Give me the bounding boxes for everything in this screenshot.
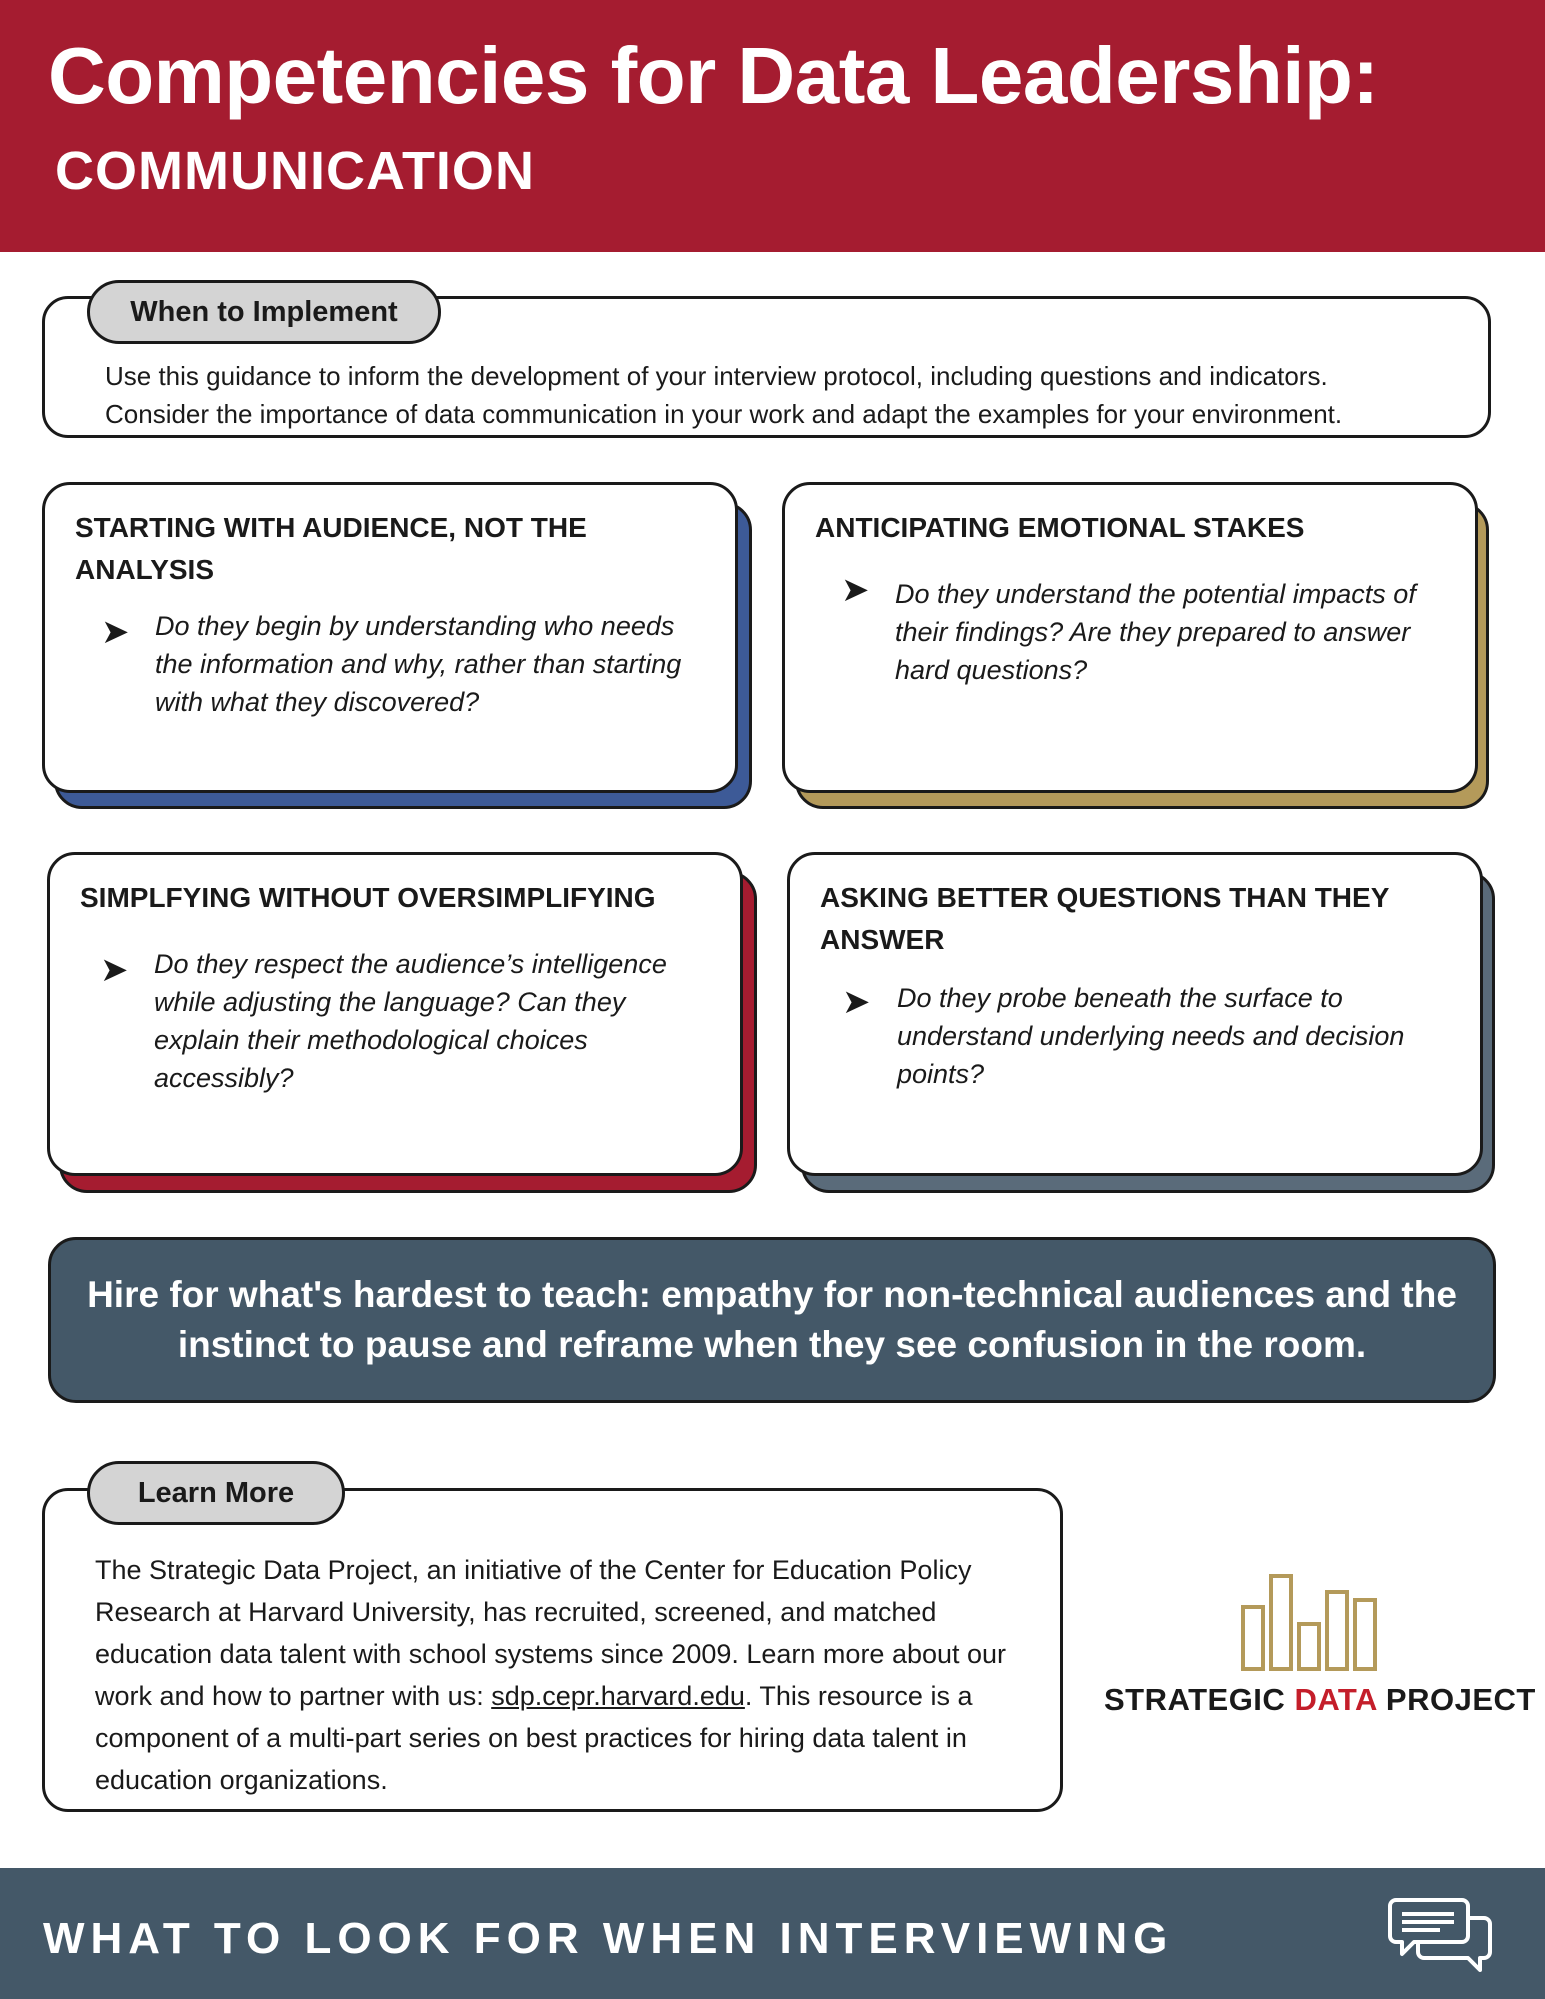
sdp-logo-bars-icon	[1238, 1572, 1388, 1672]
intro-line: Consider the importance of data communication in your work and adapt the examples for your environment.	[105, 399, 1343, 429]
card-text: Do they begin by understanding who needs the information and why, rather than starting with what they discovered?	[155, 611, 682, 717]
key-insight-text: Hire for what's hardest to teach: empathy for non-technical audiences and the instinct to pause and reframe when they see confusion in the room.	[87, 1274, 1457, 1365]
intro-text	[105, 357, 1485, 433]
learn-more-body: The Strategic Data Project, an initiative of the Center for Education Policy Research at Harvard University, has recruited, screened, and matched education data talent with school systems since 2009. Learn more about our work and how to partner with us:	[95, 1555, 1007, 1711]
competency-card	[42, 482, 738, 793]
competency-card	[787, 852, 1483, 1176]
card-title: STARTING WITH AUDIENCE, NOT THE ANALYSIS	[75, 512, 587, 585]
learn-more-label: Learn More	[87, 1461, 345, 1525]
page-footer	[0, 1868, 1545, 1999]
chevron-right-icon: ➤	[842, 983, 871, 1021]
competency-card	[782, 482, 1478, 793]
card-text: Do they probe beneath the surface to understand underlying needs and decision points?	[897, 983, 1405, 1089]
learn-more-body-end: . This resource is a component of a multi-part series on best practices for hiring data talent in education organizations.	[95, 1681, 973, 1795]
learn-more-box	[42, 1488, 1063, 1812]
logo-word-accent: DATA	[1294, 1682, 1377, 1717]
chevron-right-icon: ➤	[841, 571, 870, 609]
learn-more-text	[95, 1549, 1045, 1801]
card-title: ANTICIPATING EMOTIONAL STAKES	[815, 512, 1305, 543]
card-title: SIMPLFYING WITHOUT OVERSIMPLIFYING	[80, 882, 656, 913]
card-text: Do they respect the audience’s intelligence while adjusting the language? Can they explain their methodological choices accessibly?	[154, 949, 667, 1093]
chat-bubbles-icon	[1388, 1896, 1492, 1976]
page-title: Competencies for Data Leadership:	[48, 31, 1379, 120]
logo-word: STRATEGIC	[1104, 1682, 1286, 1717]
page-subtitle: COMMUNICATION	[55, 141, 535, 201]
competency-card	[47, 852, 743, 1176]
logo-word: PROJECT	[1385, 1682, 1536, 1717]
card-text: Do they understand the potential impacts of their findings? Are they prepared to answer hard questions?	[895, 579, 1416, 685]
chevron-right-icon: ➤	[100, 951, 129, 989]
when-to-implement-label: When to Implement	[87, 280, 441, 344]
key-insight-banner	[48, 1237, 1496, 1403]
sdp-logo-wordmark	[1104, 1682, 1536, 1718]
page-header	[0, 0, 1545, 252]
footer-title: WHAT TO LOOK FOR WHEN INTERVIEWING	[43, 1914, 1174, 1963]
chevron-right-icon: ➤	[101, 613, 130, 651]
sdp-website-link[interactable]: sdp.cepr.harvard.edu	[491, 1681, 745, 1711]
card-title: ASKING BETTER QUESTIONS THAN THEY ANSWER	[820, 882, 1389, 955]
intro-line: Use this guidance to inform the development of your interview protocol, including questions and indicators.	[105, 361, 1328, 391]
